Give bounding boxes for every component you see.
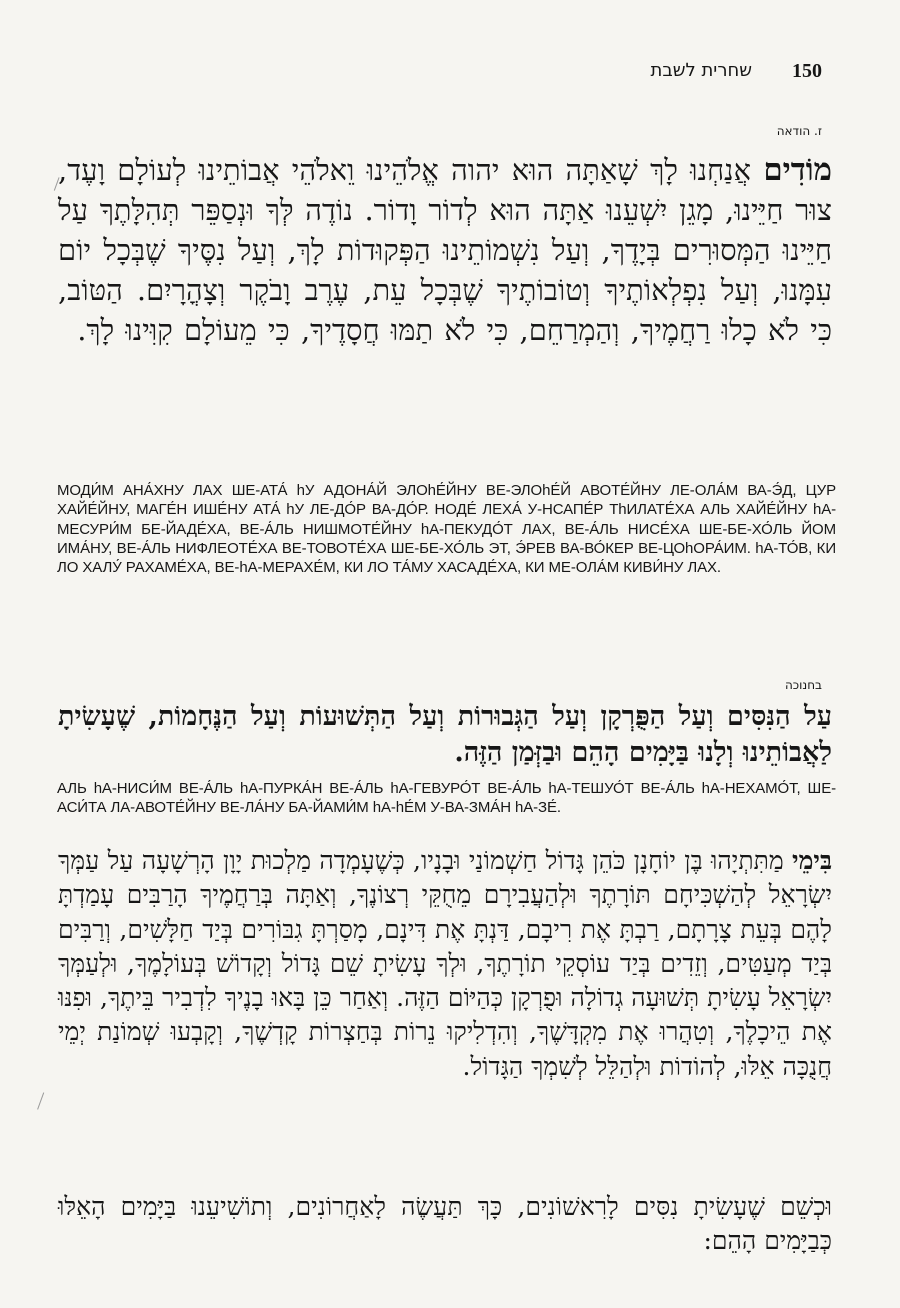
- bimei-lead-word: בִּימֵי: [792, 846, 832, 875]
- modim-hebrew-text: אֲנַחְנוּ לָךְ שָׁאַתָּה הוּא יהוה אֱלֹהֵינוּ וֵאלֹהֵי אֲבוֹתֵינוּ לְעוֹלָם וָעֶד, צוּר חַיֵּינוּ, מָגֵן יִשְׁעֵנוּ אַתָּה הוּא לְדוֹר וָדוֹר. נוֹדֶה לְּךָ וּנְסַפֵּר תְּהִלָּתֶךָ עַל חַיֵּינוּ הַמְּסוּרִים בְּיָדֶךָ, וְעַל נִשְׁמוֹתֵינוּ הַפְּקוּדוֹת לָךְ, וְעַל נִסֶּיךָ שֶׁבְּכָל יוֹם עִמָּנוּ, וְעַל נִפְלְאוֹתֶיךָ וְטוֹבוֹתֶיךָ שֶׁבְּכָל עֵת, עֶרֶב וָבֹקֶר וְצָהֳרָיִם. הַטּוֹב, כִּי לֹא כָלוּ רַחֲמֶיךָ, וְהַמְרַחֵם, כִּי לֹא תַמּוּ חֲסָדֶיךָ, כִּי מֵעוֹלָם קִוִּינוּ לָךְ.: [58, 153, 832, 347]
- modim-lead-word: מוֹדִים: [763, 152, 833, 188]
- bimei-matityahu-paragraph: [58, 844, 832, 1084]
- al-hanissim-transliteration: АЛЬ hА-НИСИ́М ВЕ-А́ЛЬ hА-ПУРКА́Н ВЕ-А́ЛЬ hА-ГЕВУРО́Т ВЕ-А́ЛЬ hА-ТЕШУО́Т ВЕ-А́ЛЬ hА-НЕХАМО́Т, ШЕ-АСИ́ТА ЛА-АВОТЕ́ЙНУ ВЕ-ЛА́НУ БА-ЙАМИ́М hА-hЕ́М У-ВА-ЗМА́Н hА-ЗЕ́.: [57, 780, 836, 817]
- page-header: [40, 60, 822, 94]
- modim-hebrew-paragraph: [58, 150, 832, 350]
- margin-pen-mark: [37, 1092, 50, 1111]
- page-number: 150: [792, 60, 822, 82]
- closing-paragraph: וּכְשֵׁם שֶׁעָשִׂיתָ נִסִּים לָרִאשׁוֹנִים, כָּךְ תַּעֲשֶׂה לָאַחֲרוֹנִים, וְתוֹשִׁיעֵנוּ בַּיָּמִים הָאֵלּוּ כְּבַיָּמִים הָהֵם:: [58, 1192, 832, 1256]
- modim-transliteration: МОДИ́М АНА́ХНУ ЛАХ ШЕ-АТА́ hУ АДОНА́Й ЭЛОhЕ́ЙНУ ВЕ-ЭЛОhЕ́Й АВОТЕ́ЙНУ ЛЕ-ОЛА́М ВА-Э́Д, ЦУР ХАЙЕ́ЙНУ, МАГЕ́Н ИШЕ́НУ АТА́ hУ ЛЕ-ДО́Р ВА-ДО́Р. НОДЕ́ ЛЕХА́ У-НСАПЕ́Р ТhИЛАТЕ́ХА АЛЬ ХАЙЕ́ЙНУ hА-МЕСУРИ́М БЕ-ЙАДЕ́ХА, ВЕ-А́ЛЬ НИШМОТЕ́ЙНУ hА-ПЕКУДО́Т ЛАХ, ВЕ-А́ЛЬ НИСЕ́ХА ШЕ-БЕ-ХО́ЛЬ ЙОМ ИМА́НУ, ВЕ-А́ЛЬ НИФЛЕОТЕ́ХА ВЕ-ТОВОТЕ́ХА ШЕ-БЕ-ХО́ЛЬ ЭТ, Э́РЕВ ВА-ВО́КЕР ВЕ-ЦОhОРА́ИМ. hА-ТО́В, КИ ЛО ХАЛУ́ РАХАМЕ́ХА, ВЕ-hА-МЕРАХЕ́М, КИ ЛО ТА́МУ ХАСАДЕ́ХА, КИ МЕ-ОЛА́М КИВИ́НУ ЛАХ.: [57, 482, 836, 577]
- running-title: שחרית לשבת: [650, 60, 752, 81]
- al-hanissim-hebrew: עַל הַנִּסִּים וְעַל הַפֻּרְקָן וְעַל הַגְּבוּרוֹת וְעַל הַתְּשׁוּעוֹת וְעַל הַנֶּחָמוֹת, שֶׁעָשִׂיתָ לַאֲבוֹתֵינוּ וְלָנוּ בַּיָּמִים הָהֵם וּבַזְּמַן הַזֶּה.: [58, 701, 832, 768]
- section-label-modim: ז. הודאה: [776, 124, 822, 138]
- section-label-chanukah: בחנוכה: [784, 678, 822, 692]
- bimei-text: מַתִּתְיָהוּ בֶּן יוֹחָנָן כֹּהֵן גָּדוֹל חַשְׁמוֹנַי וּבָנָיו, כְּשֶׁעָמְדָה מַלְכוּת יָוָן הָרְשָׁעָה עַל עַמְּךָ יִשְׂרָאֵל לְהַשְׁכִּיחָם תּוֹרָתֶךָ וּלְהַעֲבִירָם מֵחֻקֵּי רְצוֹנֶךָ, וְאַתָּה בְּרַחֲמֶיךָ הָרַבִּים עָמַדְתָּ לָהֶם בְּעֵת צָרָתָם, רַבְתָּ אֶת רִיבָם, דַּנְתָּ אֶת דִּינָם, מָסַרְתָּ גִבּוֹרִים בְּיַד חַלָּשִׁים, וְרַבִּים בְּיַד מְעַטִּים, וְזֵדִים בְּיַד עוֹסְקֵי תוֹרָתֶךָ, וּלְךָ עָשִׂיתָ שֵׁם גָּדוֹל וְקָדוֹשׁ בְּעוֹלָמֶךָ, וּלְעַמְּךָ יִשְׂרָאֵל עָשִׂיתָ תְּשׁוּעָה גְדוֹלָה וּפֻרְקָן כְּהַיּוֹם הַזֶּה. וְאַחַר כֵּן בָּאוּ בָנֶיךָ לִדְבִיר בֵּיתֶךָ, וּפִנּוּ אֶת הֵיכָלֶךָ, וְטִהֲרוּ אֶת מִקְדָּשֶׁךָ, וְהִדְלִיקוּ נֵרוֹת בְּחַצְרוֹת קָדְשֶׁךָ, וְקָבְעוּ שְׁמוֹנַת יְמֵי חֲנֻכָּה אֵלּוּ, לְהוֹדוֹת וּלְהַלֵּל לְשִׁמְךָ הַגָּדוֹל.: [58, 846, 832, 1081]
